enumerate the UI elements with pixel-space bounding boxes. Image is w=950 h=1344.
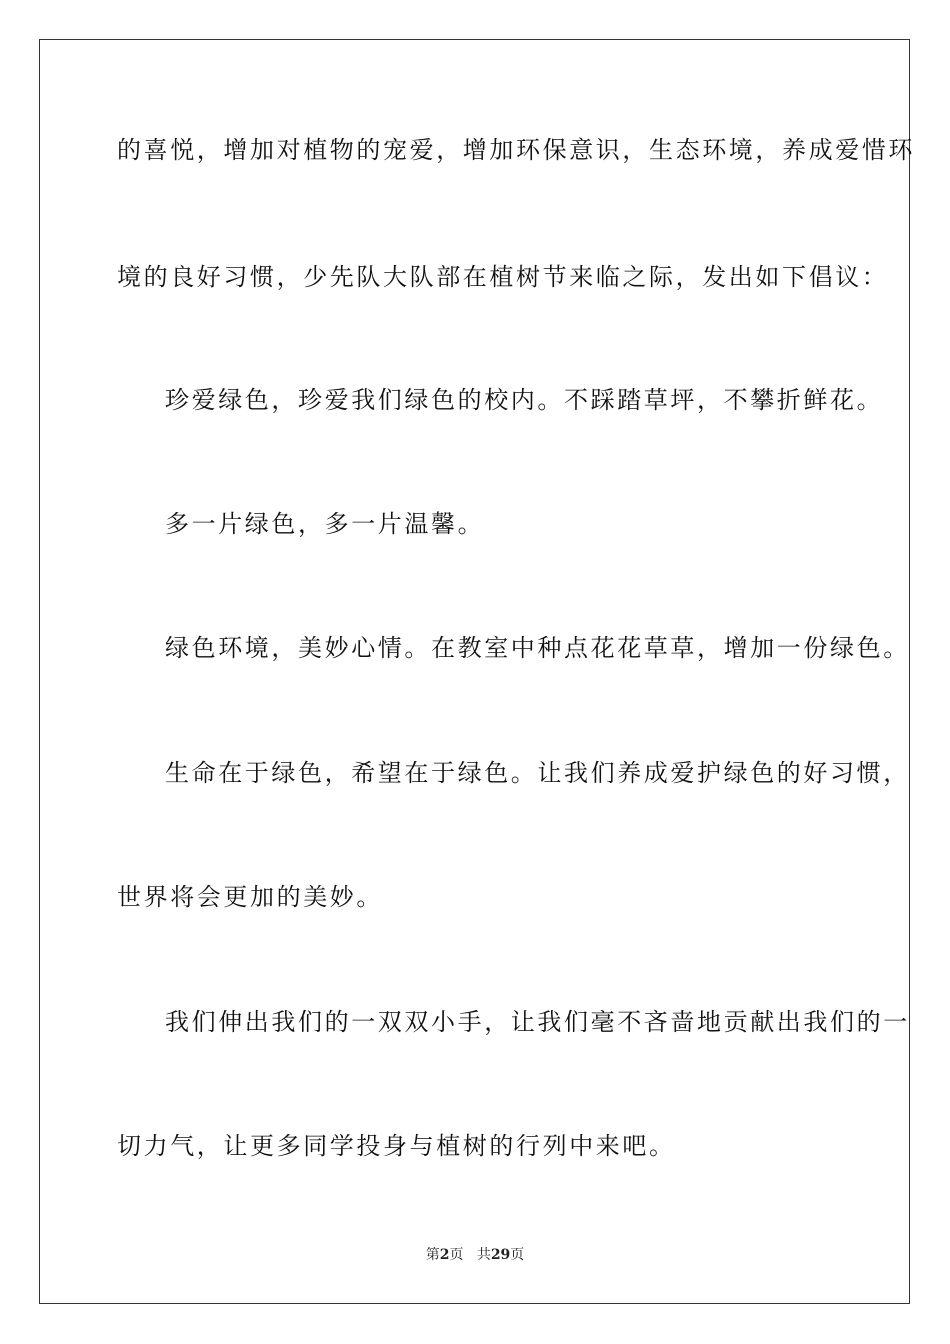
total-pages-suffix: 页 (510, 1247, 525, 1263)
paragraph-first-line: 绿色环境，美妙心情。在教室中种点花花草草，增加一份绿色。 (165, 634, 910, 662)
paragraph-first-line: 珍爱绿色，珍爱我们绿色的校内。不踩踏草坪，不攀折鲜花。 (165, 386, 884, 414)
page-border (39, 39, 915, 1304)
page-footer (0, 1246, 950, 1264)
paragraph-first-line: 我们伸出我们的一双双小手，让我们毫不吝啬地贡献出我们的一 (165, 1008, 910, 1036)
body-text-line: 切力气，让更多同学投身与植树的行列中来吧。 (117, 1132, 676, 1160)
paragraph-first-line: 多一片绿色，多一片温馨。 (165, 510, 485, 538)
body-text-line: 的喜悦，增加对植物的宠爱，增加环保意识，生态环境，养成爱惜环 (117, 136, 915, 164)
page-number-prefix: 第 (425, 1247, 440, 1263)
current-page-number: 2 (439, 1247, 450, 1263)
body-text-line: 境的良好习惯，少先队大队部在植树节来临之际，发出如下倡议： (117, 263, 889, 291)
page-number-suffix: 页 (449, 1247, 464, 1263)
body-text-line: 世界将会更加的美妙。 (117, 883, 383, 911)
total-pages-number: 29 (490, 1247, 511, 1263)
paragraph-first-line: 生命在于绿色，希望在于绿色。让我们养成爱护绿色的好习惯， (165, 759, 910, 787)
total-pages-prefix: 共 (476, 1247, 491, 1263)
